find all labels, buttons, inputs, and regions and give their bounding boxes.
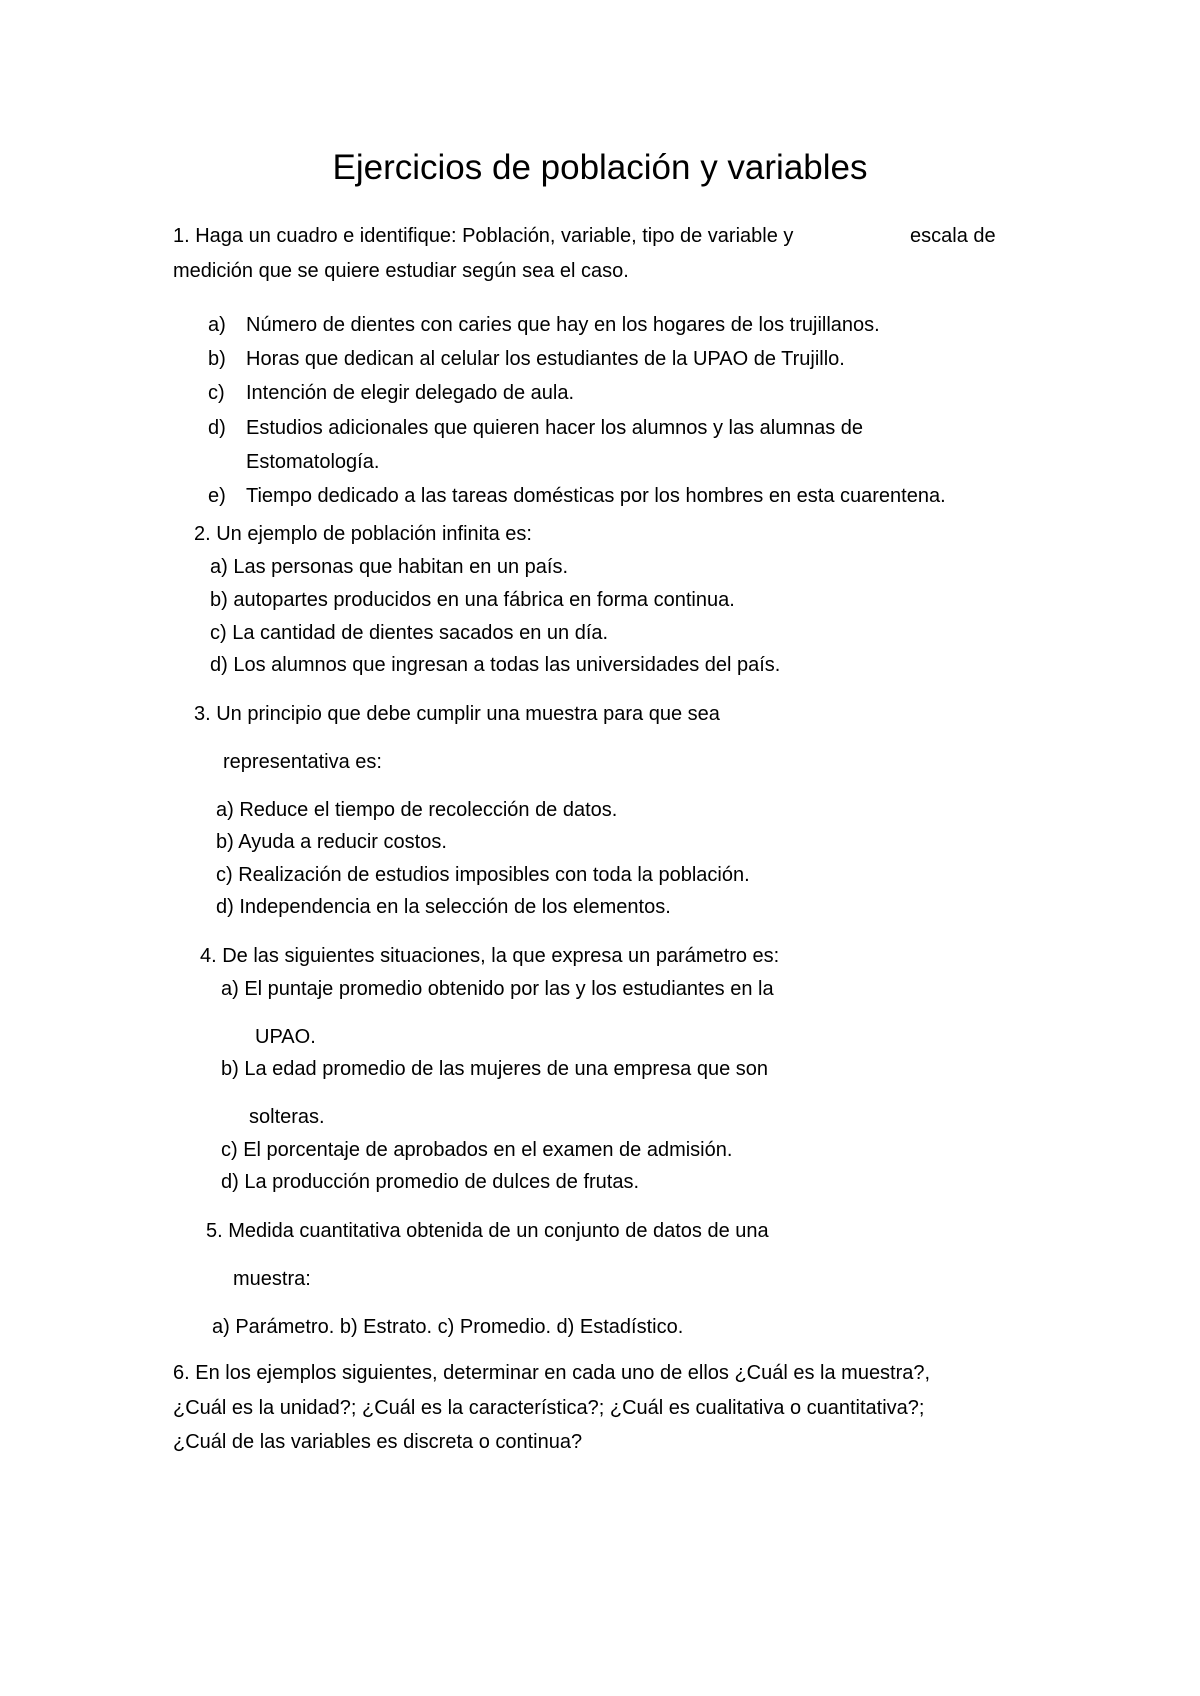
question-2-option-b: b) autopartes producidos en una fábrica en forma continua. — [210, 589, 735, 611]
item-label: e) — [208, 485, 226, 507]
question-4-option-a-line2: UPAO. — [255, 1026, 316, 1048]
question-3-option-a: a) Reduce el tiempo de recolección de datos. — [216, 799, 618, 821]
item-label: a) — [208, 314, 226, 336]
question-4-stem: 4. De las siguientes situaciones, la que expresa un parámetro es: — [200, 945, 780, 967]
question-5-stem-line2: muestra: — [233, 1268, 311, 1290]
question-6-line3: ¿Cuál de las variables es discreta o continua? — [173, 1431, 583, 1453]
question-4-option-b-line1: b) La edad promedio de las mujeres de una empresa que son — [221, 1058, 769, 1080]
question-3-stem-line2: representativa es: — [223, 751, 382, 773]
question-2-option-a: a) Las personas que habitan en un país. — [210, 556, 569, 578]
question-1-stem-line1-end: escala de — [910, 225, 996, 247]
question-4-option-d: d) La producción promedio de dulces de frutas. — [221, 1171, 640, 1193]
item-text: Horas que dedican al celular los estudiantes de la UPAO de Trujillo. — [246, 348, 845, 370]
question-4-option-c: c) El porcentaje de aprobados en el examen de admisión. — [221, 1139, 733, 1161]
question-3-stem-line1: 3. Un principio que debe cumplir una muestra para que sea — [194, 703, 720, 725]
question-2-option-c: c) La cantidad de dientes sacados en un día. — [210, 622, 609, 644]
question-3-option-c: c) Realización de estudios imposibles con toda la población. — [216, 864, 750, 886]
item-label: b) — [208, 348, 226, 370]
item-label: d) — [208, 417, 226, 439]
question-3-option-d: d) Independencia en la selección de los elementos. — [216, 896, 671, 918]
question-1-stem-line2: medición que se quiere estudiar según sea el caso. — [173, 260, 629, 282]
item-text: Número de dientes con caries que hay en los hogares de los trujillanos. — [246, 314, 880, 336]
question-5-stem-line1: 5. Medida cuantitativa obtenida de un conjunto de datos de una — [206, 1220, 769, 1242]
question-2-stem: 2. Un ejemplo de población infinita es: — [194, 523, 532, 545]
question-6-line2: ¿Cuál es la unidad?; ¿Cuál es la característica?; ¿Cuál es cualitativa o cuantitativa?; — [173, 1397, 925, 1419]
item-text: Tiempo dedicado a las tareas domésticas por los hombres en esta cuarentena. — [246, 485, 946, 507]
page-title: Ejercicios de población y variables — [332, 148, 868, 187]
item-text-continued: Estomatología. — [246, 451, 380, 473]
question-4-option-a-line1: a) El puntaje promedio obtenido por las y los estudiantes en la — [221, 978, 774, 1000]
question-1-stem-line1: 1. Haga un cuadro e identifique: Población, variable, tipo de variable y — [173, 225, 794, 247]
question-3-option-b: b) Ayuda a reducir costos. — [216, 831, 447, 853]
question-4-option-b-line2: solteras. — [249, 1106, 325, 1128]
item-label: c) — [208, 382, 225, 404]
question-2-option-d: d) Los alumnos que ingresan a todas las universidades del país. — [210, 654, 781, 676]
item-text: Estudios adicionales que quieren hacer los alumnos y las alumnas de — [246, 417, 864, 439]
item-text: Intención de elegir delegado de aula. — [246, 382, 575, 404]
question-5-options: a) Parámetro. b) Estrato. c) Promedio. d) Estadístico. — [212, 1316, 684, 1338]
question-6-line1: 6. En los ejemplos siguientes, determinar en cada uno de ellos ¿Cuál es la muestra?, — [173, 1362, 931, 1384]
